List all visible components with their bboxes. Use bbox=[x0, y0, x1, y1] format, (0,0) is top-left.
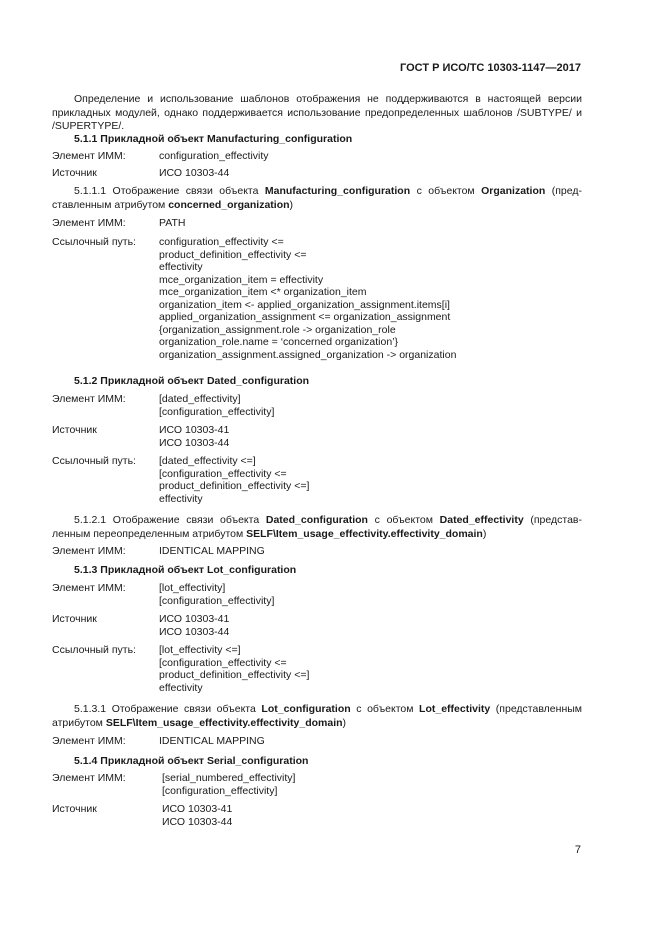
label-source: Источник bbox=[52, 167, 97, 179]
label-ref-path: Ссылочный путь: bbox=[52, 455, 136, 467]
label-element: Элемент ИММ: bbox=[52, 735, 126, 747]
label-ref-path: Ссылочный путь: bbox=[52, 236, 136, 248]
label-element: Элемент ИММ: bbox=[52, 582, 126, 594]
label-element: Элемент ИММ: bbox=[52, 150, 126, 162]
label-element: Элемент ИММ: bbox=[52, 217, 126, 229]
value-ref-path: [lot_effectivity <=] [configuration_effectivity <= product_definition_effectivity <=] effectivity bbox=[159, 644, 310, 694]
value-ref-path: [dated_effectivity <=] [configuration_effectivity <= product_definition_effectivity <=] effectivity bbox=[159, 455, 310, 505]
value-element: [dated_effectivity] [configuration_effectivity] bbox=[159, 393, 275, 418]
value-source: ИСО 10303-44 bbox=[159, 167, 230, 179]
label-source: Источник bbox=[52, 613, 97, 625]
section-heading-5-1-2: 5.1.2 Прикладной объект Dated_configuration bbox=[74, 375, 310, 387]
document-id-header: ГОСТ Р ИСО/ТС 10303-1147—2017 bbox=[400, 62, 581, 74]
section-heading-5-1-3: 5.1.3 Прикладной объект Lot_configuration bbox=[74, 564, 297, 576]
value-element: [serial_numbered_effectivity] [configuration_effectivity] bbox=[162, 772, 296, 797]
label-source: Источник bbox=[52, 424, 97, 436]
value-element: IDENTICAL MAPPING bbox=[159, 545, 265, 557]
paragraph-5-1-3-1: 5.1.3.1 Отображение связи объекта Lot_configuration с объектом Lot_effectivity (представленным атрибутом SELF\Item_usage_effectivity.effectivity_domain) bbox=[52, 703, 583, 729]
value-source: ИСО 10303-41 ИСО 10303-44 bbox=[159, 424, 230, 449]
value-source: ИСО 10303-41 ИСО 10303-44 bbox=[159, 613, 230, 638]
section-heading-5-1-1: 5.1.1 Прикладной объект Manufacturing_configuration bbox=[74, 133, 353, 145]
value-ref-path: configuration_effectivity <= product_definition_effectivity <= effectivity mce_organization_item = effectivity mce_organization_item <* organization_item organization_item <- applied_organization_assignment.items[i] applied_organization_assignment <= organization_assignment {organization_assignment.role -> organization_role organization_role.name = ‘concerned organization’} organization_assignment.assigned_organization -> organization bbox=[159, 236, 457, 361]
section-heading-5-1-4: 5.1.4 Прикладной объект Serial_configuration bbox=[74, 755, 309, 767]
label-ref-path: Ссылочный путь: bbox=[52, 644, 136, 656]
intro-paragraph: Определение и использование шаблонов отображения не поддерживаются в настоящей версии прикладных модулей, однако поддерживается использование предопределенных шаблонов /SUBTYPE/ и /SUPERTYPE/. bbox=[52, 93, 582, 132]
value-source: ИСО 10303-41 ИСО 10303-44 bbox=[162, 803, 233, 828]
label-element: Элемент ИММ: bbox=[52, 545, 126, 557]
paragraph-5-1-1-1: 5.1.1.1 Отображение связи объекта Manufacturing_configuration с объектом Organization (представленным атрибутом concerned_organization) bbox=[52, 185, 582, 211]
page-number: 7 bbox=[574, 844, 581, 856]
label-source: Источник bbox=[52, 803, 97, 815]
value-element: PATH bbox=[159, 217, 186, 229]
value-element: IDENTICAL MAPPING bbox=[159, 735, 265, 747]
label-element: Элемент ИММ: bbox=[52, 393, 126, 405]
value-element: [lot_effectivity] [configuration_effectivity] bbox=[159, 582, 275, 607]
label-element: Элемент ИММ: bbox=[52, 772, 126, 784]
paragraph-5-1-2-1: 5.1.2.1 Отображение связи объекта Dated_configuration с объектом Dated_effectivity (представленным переопределенным атрибутом SELF\Item_usage_effectivity.effectivity_domain) bbox=[52, 514, 582, 540]
value-element: configuration_effectivity bbox=[159, 150, 269, 162]
